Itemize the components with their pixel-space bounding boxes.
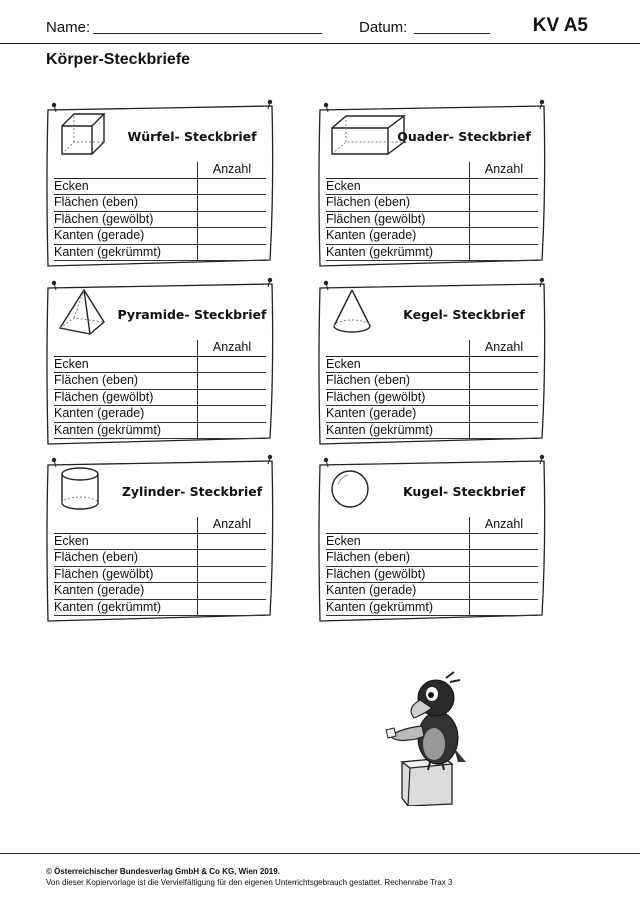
row-label: Flächen (gewölbt) bbox=[54, 389, 198, 406]
row-label: Kanten (gekrümmt) bbox=[54, 244, 198, 261]
row-label: Flächen (eben) bbox=[326, 195, 470, 212]
anzahl-input-cell[interactable] bbox=[198, 406, 267, 423]
anzahl-input-cell[interactable] bbox=[470, 228, 539, 245]
header-divider bbox=[0, 43, 640, 44]
row-label: Kanten (gerade) bbox=[54, 583, 198, 600]
row-label: Ecken bbox=[326, 533, 470, 550]
anzahl-input-cell[interactable] bbox=[198, 244, 267, 261]
table-row bbox=[326, 550, 538, 567]
anzahl-input-cell[interactable] bbox=[470, 178, 539, 195]
worksheet-code: KV A5 bbox=[532, 15, 588, 36]
table-row bbox=[326, 422, 538, 439]
table-row bbox=[54, 228, 266, 245]
cylinder-icon bbox=[56, 465, 108, 513]
row-label: Ecken bbox=[326, 356, 470, 373]
count-table bbox=[54, 162, 266, 261]
row-label: Ecken bbox=[54, 356, 198, 373]
table-row bbox=[326, 211, 538, 228]
table-row bbox=[326, 373, 538, 390]
anzahl-input-cell[interactable] bbox=[198, 389, 267, 406]
card-title: Kegel- Steckbrief bbox=[403, 307, 525, 322]
name-field[interactable] bbox=[93, 33, 322, 34]
row-label: Kanten (gerade) bbox=[326, 583, 470, 600]
table-row bbox=[326, 599, 538, 616]
cube-icon bbox=[56, 110, 108, 158]
row-label: Kanten (gekrümmt) bbox=[54, 599, 198, 616]
table-row bbox=[54, 373, 266, 390]
table-row bbox=[54, 178, 266, 195]
table-row bbox=[326, 178, 538, 195]
anzahl-input-cell[interactable] bbox=[198, 211, 267, 228]
count-table bbox=[326, 517, 538, 616]
anzahl-input-cell[interactable] bbox=[470, 356, 539, 373]
header-cell-empty bbox=[54, 162, 198, 178]
header-cell-empty bbox=[326, 340, 470, 356]
anzahl-header: Anzahl bbox=[198, 517, 267, 533]
row-label: Kanten (gerade) bbox=[326, 406, 470, 423]
card-title: Zylinder- Steckbrief bbox=[121, 484, 263, 499]
row-label: Flächen (eben) bbox=[54, 195, 198, 212]
anzahl-header: Anzahl bbox=[470, 340, 539, 356]
table-row bbox=[326, 583, 538, 600]
anzahl-input-cell[interactable] bbox=[470, 211, 539, 228]
count-table bbox=[326, 340, 538, 439]
table-row bbox=[54, 406, 266, 423]
cone-icon bbox=[328, 288, 380, 336]
table-row bbox=[54, 389, 266, 406]
license-line: Von dieser Kopiervorlage ist die Vervielfältigung für den eigenen Unterrichtsgebrauch gestattet. Rechenrabe Trax 3 bbox=[46, 878, 453, 887]
anzahl-input-cell[interactable] bbox=[198, 599, 267, 616]
table-row bbox=[326, 533, 538, 550]
sphere-icon bbox=[328, 465, 380, 513]
row-label: Flächen (gewölbt) bbox=[326, 566, 470, 583]
table-row bbox=[54, 211, 266, 228]
card-title: Würfel- Steckbrief bbox=[127, 129, 257, 144]
anzahl-input-cell[interactable] bbox=[470, 244, 539, 261]
row-label: Flächen (gewölbt) bbox=[54, 211, 198, 228]
row-label: Ecken bbox=[54, 178, 198, 195]
anzahl-input-cell[interactable] bbox=[470, 599, 539, 616]
anzahl-input-cell[interactable] bbox=[198, 356, 267, 373]
anzahl-header: Anzahl bbox=[470, 162, 539, 178]
table-row bbox=[54, 244, 266, 261]
row-label: Flächen (eben) bbox=[54, 373, 198, 390]
header-cell-empty bbox=[326, 517, 470, 533]
count-table bbox=[326, 162, 538, 261]
row-label: Flächen (eben) bbox=[326, 373, 470, 390]
anzahl-input-cell[interactable] bbox=[470, 373, 539, 390]
anzahl-header: Anzahl bbox=[470, 517, 539, 533]
table-row bbox=[326, 228, 538, 245]
table-row bbox=[54, 566, 266, 583]
card-title: Quader- Steckbrief bbox=[397, 129, 531, 144]
steckbrief-card bbox=[44, 455, 276, 615]
table-row bbox=[326, 566, 538, 583]
anzahl-input-cell[interactable] bbox=[198, 566, 267, 583]
date-label: Datum: bbox=[359, 19, 408, 36]
table-row bbox=[326, 244, 538, 261]
row-label: Ecken bbox=[54, 533, 198, 550]
anzahl-input-cell[interactable] bbox=[470, 550, 539, 567]
anzahl-input-cell[interactable] bbox=[198, 178, 267, 195]
anzahl-header: Anzahl bbox=[198, 340, 267, 356]
anzahl-input-cell[interactable] bbox=[198, 550, 267, 567]
anzahl-input-cell[interactable] bbox=[198, 195, 267, 212]
row-label: Flächen (eben) bbox=[54, 550, 198, 567]
table-row bbox=[54, 550, 266, 567]
row-label: Ecken bbox=[326, 178, 470, 195]
anzahl-input-cell[interactable] bbox=[470, 389, 539, 406]
header-cell-empty bbox=[54, 340, 198, 356]
table-row bbox=[326, 406, 538, 423]
row-label: Kanten (gekrümmt) bbox=[54, 422, 198, 439]
steckbrief-card bbox=[316, 455, 548, 615]
table-row bbox=[54, 422, 266, 439]
row-label: Flächen (gewölbt) bbox=[54, 566, 198, 583]
table-row bbox=[54, 356, 266, 373]
row-label: Flächen (gewölbt) bbox=[326, 389, 470, 406]
header-cell-empty bbox=[326, 162, 470, 178]
table-row bbox=[54, 195, 266, 212]
row-label: Flächen (gewölbt) bbox=[326, 211, 470, 228]
steckbrief-card bbox=[316, 278, 548, 438]
footer bbox=[46, 866, 452, 888]
row-label: Kanten (gekrümmt) bbox=[326, 422, 470, 439]
anzahl-input-cell[interactable] bbox=[470, 583, 539, 600]
row-label: Kanten (gerade) bbox=[54, 228, 198, 245]
anzahl-input-cell[interactable] bbox=[198, 583, 267, 600]
anzahl-input-cell[interactable] bbox=[198, 422, 267, 439]
raven-on-box-illustration bbox=[372, 670, 482, 806]
name-label: Name: bbox=[46, 19, 91, 36]
anzahl-input-cell[interactable] bbox=[198, 228, 267, 245]
card-title: Kugel- Steckbrief bbox=[402, 484, 526, 499]
table-row bbox=[54, 533, 266, 550]
anzahl-header: Anzahl bbox=[198, 162, 267, 178]
page-title: Körper-Steckbriefe bbox=[46, 51, 191, 68]
anzahl-input-cell[interactable] bbox=[470, 195, 539, 212]
date-field[interactable] bbox=[414, 33, 490, 34]
anzahl-input-cell[interactable] bbox=[470, 566, 539, 583]
row-label: Kanten (gerade) bbox=[326, 228, 470, 245]
row-label: Kanten (gekrümmt) bbox=[326, 599, 470, 616]
table-row bbox=[54, 599, 266, 616]
row-label: Flächen (eben) bbox=[326, 550, 470, 567]
steckbrief-card bbox=[316, 100, 548, 260]
table-row bbox=[54, 583, 266, 600]
anzahl-input-cell[interactable] bbox=[198, 533, 267, 550]
copyright-line: © Österreichischer Bundesverlag GmbH & Co KG, Wien 2019. bbox=[46, 867, 280, 876]
table-row bbox=[326, 389, 538, 406]
card-title: Pyramide- Steckbrief bbox=[117, 307, 267, 322]
steckbrief-card bbox=[44, 278, 276, 438]
steckbrief-card bbox=[44, 100, 276, 260]
count-table bbox=[54, 340, 266, 439]
table-row bbox=[326, 195, 538, 212]
anzahl-input-cell[interactable] bbox=[470, 406, 539, 423]
footer-divider bbox=[0, 853, 640, 854]
row-label: Kanten (gekrümmt) bbox=[326, 244, 470, 261]
count-table bbox=[54, 517, 266, 616]
anzahl-input-cell[interactable] bbox=[470, 422, 539, 439]
anzahl-input-cell[interactable] bbox=[198, 373, 267, 390]
anzahl-input-cell[interactable] bbox=[470, 533, 539, 550]
header-cell-empty bbox=[54, 517, 198, 533]
table-row bbox=[326, 356, 538, 373]
row-label: Kanten (gerade) bbox=[54, 406, 198, 423]
pyramid-icon bbox=[56, 288, 108, 336]
